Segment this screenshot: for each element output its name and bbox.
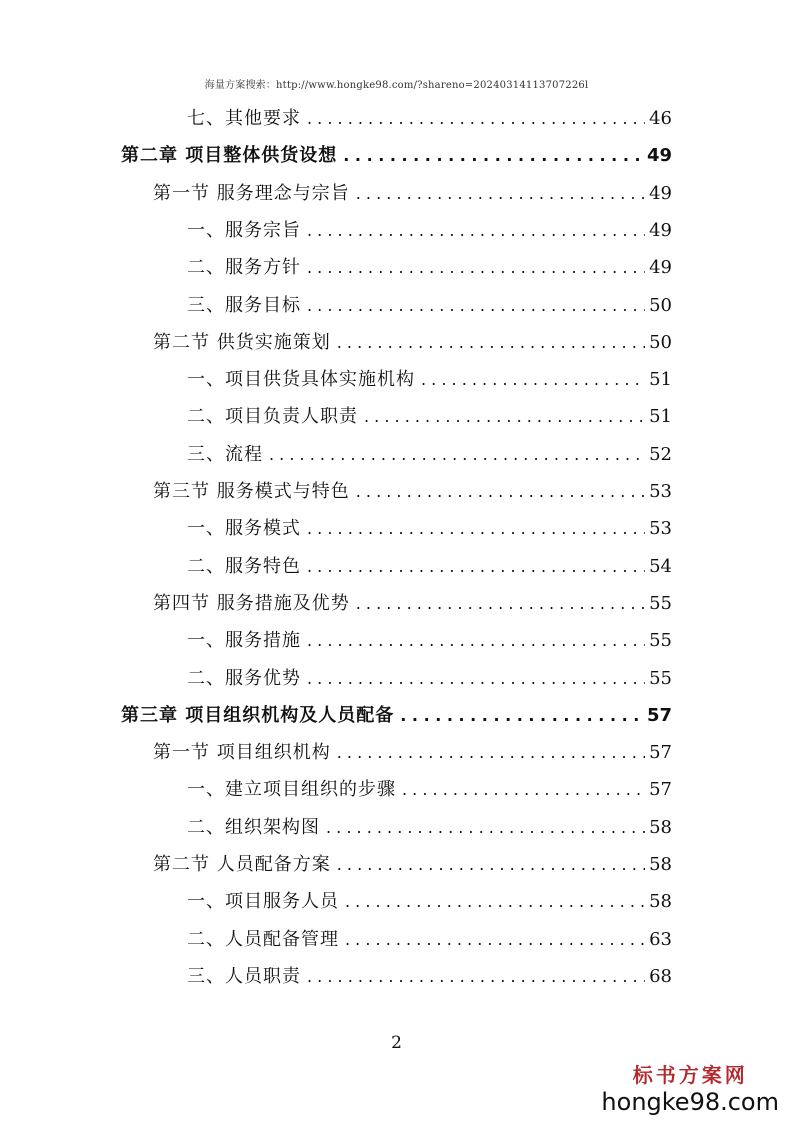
toc-entry-page: 50 xyxy=(649,295,672,316)
toc-entry-page: 49 xyxy=(649,183,672,204)
toc-entry-title: 二、服务方针 xyxy=(187,257,301,278)
toc-entry-title: 一、服务模式 xyxy=(187,518,301,539)
toc-entry-title: 第一节 服务理念与宗旨 xyxy=(153,183,350,204)
toc-entry[interactable] xyxy=(187,287,672,324)
toc-entry-page: 52 xyxy=(649,444,672,465)
toc-entry-title: 三、人员职责 xyxy=(187,966,301,987)
toc-dot-leader xyxy=(307,287,645,324)
toc-entry-title: 第一节 项目组织机构 xyxy=(153,742,331,763)
toc-entry[interactable] xyxy=(187,548,672,585)
toc-dot-leader xyxy=(307,212,645,249)
toc-entry-title: 二、服务特色 xyxy=(187,556,301,577)
toc-entry[interactable] xyxy=(121,697,672,734)
toc-dot-leader xyxy=(356,585,645,622)
toc-dot-leader xyxy=(356,473,645,510)
toc-entry[interactable] xyxy=(121,137,672,174)
toc-entry[interactable] xyxy=(153,846,672,883)
toc-entry[interactable] xyxy=(153,734,672,771)
toc-dot-leader xyxy=(307,249,645,286)
toc-entry-page: 58 xyxy=(649,817,672,838)
toc-entry-title: 二、组织架构图 xyxy=(187,817,320,838)
toc-entry-page: 51 xyxy=(649,406,672,427)
toc-entry-title: 一、建立项目组织的步骤 xyxy=(187,779,396,800)
toc-entry-title: 第三章 项目组织机构及人员配备 xyxy=(121,705,395,726)
toc-entry-page: 58 xyxy=(649,891,672,912)
toc-entry[interactable] xyxy=(187,398,672,435)
toc-dot-leader xyxy=(337,324,645,361)
toc-entry-page: 57 xyxy=(646,705,672,726)
toc-entry-page: 55 xyxy=(649,593,672,614)
toc-dot-leader xyxy=(356,175,645,212)
toc-dot-leader xyxy=(269,436,645,473)
toc-entry-title: 一、项目服务人员 xyxy=(187,891,339,912)
header-source-note: 海量方案搜索：http://www.hongke98.com/?shareno=20240314113707226l xyxy=(204,80,589,91)
toc-entry-title: 三、流程 xyxy=(187,444,263,465)
toc-dot-leader xyxy=(307,548,645,585)
toc-entry[interactable] xyxy=(187,622,672,659)
toc-entry-title: 第四节 服务措施及优势 xyxy=(153,593,350,614)
toc-dot-leader xyxy=(307,660,645,697)
toc-dot-leader xyxy=(307,100,645,137)
toc-entry-page: 57 xyxy=(649,779,672,800)
toc-dot-leader xyxy=(345,883,645,920)
toc-entry[interactable] xyxy=(187,436,672,473)
toc-dot-leader xyxy=(337,734,645,771)
toc-dot-leader xyxy=(402,771,645,808)
toc-entry-page: 46 xyxy=(649,108,672,129)
toc-dot-leader xyxy=(421,361,645,398)
toc-dot-leader xyxy=(343,137,643,174)
toc-entry-page: 58 xyxy=(649,854,672,875)
toc-dot-leader xyxy=(307,622,645,659)
toc-entry[interactable] xyxy=(187,361,672,398)
site-watermark-logo xyxy=(601,1062,779,1116)
toc-entry[interactable] xyxy=(187,660,672,697)
toc-entry-page: 55 xyxy=(649,630,672,651)
toc-entry-title: 第二节 人员配备方案 xyxy=(153,854,331,875)
toc-entry-page: 55 xyxy=(649,668,672,689)
toc-entry[interactable] xyxy=(153,324,672,361)
toc-entry[interactable] xyxy=(187,212,672,249)
toc-entry-title: 二、项目负责人职责 xyxy=(187,406,358,427)
watermark-cn-text: 标书方案网 xyxy=(632,1063,748,1087)
toc-entry[interactable] xyxy=(187,883,672,920)
toc-entry-title: 七、其他要求 xyxy=(187,108,301,129)
toc-entry[interactable] xyxy=(187,921,672,958)
toc-entry-page: 57 xyxy=(649,742,672,763)
toc-entry[interactable] xyxy=(187,771,672,808)
toc-entry-page: 63 xyxy=(649,929,672,950)
toc-dot-leader xyxy=(307,958,645,995)
toc-entry[interactable] xyxy=(187,510,672,547)
watermark-en-text: hongke98.com xyxy=(601,1088,779,1116)
toc-entry[interactable] xyxy=(187,100,672,137)
toc-dot-leader xyxy=(337,846,645,883)
toc-entry-title: 一、服务宗旨 xyxy=(187,220,301,241)
toc-dot-leader xyxy=(400,697,643,734)
toc-entry-title: 一、项目供货具体实施机构 xyxy=(187,369,415,390)
toc-entry[interactable] xyxy=(153,175,672,212)
toc-entry-title: 二、人员配备管理 xyxy=(187,929,339,950)
toc-entry-title: 第二节 供货实施策划 xyxy=(153,332,331,353)
toc-entry[interactable] xyxy=(187,249,672,286)
toc-entry[interactable] xyxy=(187,809,672,846)
toc-dot-leader xyxy=(364,398,645,435)
page-number: 2 xyxy=(391,1033,402,1053)
toc-entry[interactable] xyxy=(153,585,672,622)
toc-entry-page: 49 xyxy=(649,220,672,241)
toc-entry-title: 第二章 项目整体供货设想 xyxy=(121,145,338,166)
toc-dot-leader xyxy=(307,510,645,547)
toc-entry-page: 49 xyxy=(649,257,672,278)
toc-entry[interactable] xyxy=(187,958,672,995)
toc-entry-page: 68 xyxy=(649,966,672,987)
toc-dot-leader xyxy=(326,809,645,846)
toc-entry-page: 49 xyxy=(646,145,672,166)
toc-entry[interactable] xyxy=(153,473,672,510)
toc-entry-page: 51 xyxy=(649,369,672,390)
toc-entry-title: 一、服务措施 xyxy=(187,630,301,651)
toc-entry-page: 53 xyxy=(649,481,672,502)
toc-entry-page: 54 xyxy=(649,556,672,577)
toc-entry-page: 50 xyxy=(649,332,672,353)
toc-entry-title: 第三节 服务模式与特色 xyxy=(153,481,350,502)
toc-dot-leader xyxy=(345,921,645,958)
toc-entry-page: 53 xyxy=(649,518,672,539)
toc-entry-title: 二、服务优势 xyxy=(187,668,301,689)
toc-entry-title: 三、服务目标 xyxy=(187,295,301,316)
